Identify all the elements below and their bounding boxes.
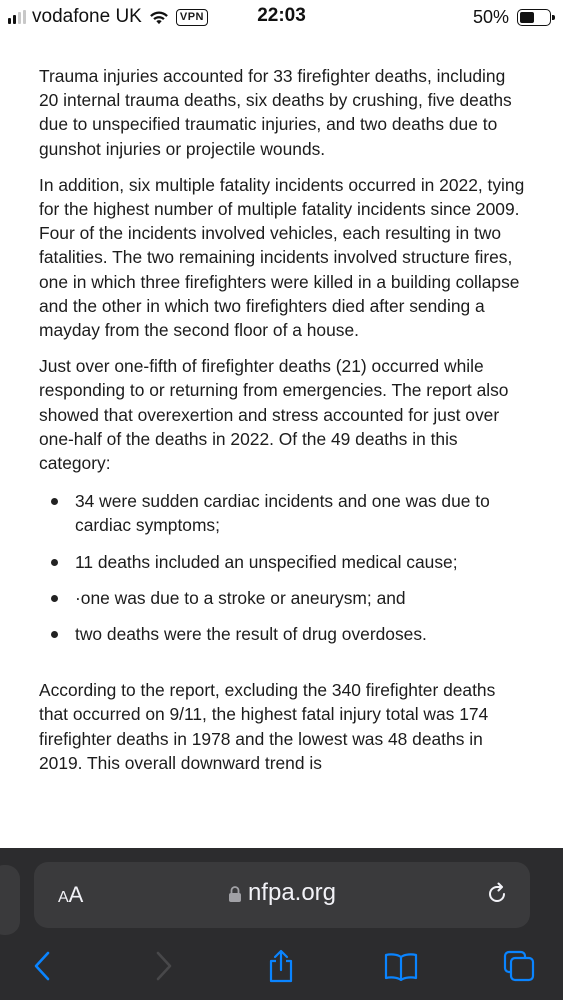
- article-paragraph: Trauma injuries accounted for 33 firefighter deaths, including 20 internal trauma deaths, six deaths by crushing, five deaths due to unspecified traumatic injuries, and two deaths due to gunshot injuries or projectile wounds.: [39, 66, 512, 159]
- list-item: [39, 550, 529, 574]
- back-button[interactable]: [22, 946, 62, 986]
- list-item-text: 11 deaths included an unspecified medical cause;: [75, 551, 458, 572]
- back-icon: [32, 950, 52, 982]
- battery-fill: [520, 12, 534, 23]
- bullet-icon: [51, 498, 58, 505]
- browser-toolbar: [0, 848, 563, 1000]
- forward-icon: [154, 950, 174, 982]
- bullet-icon: [51, 631, 58, 638]
- domain-text: nfpa.org: [247, 879, 337, 906]
- bullet-icon: [51, 559, 58, 566]
- article-paragraph: In addition, six multiple fatality incidents occurred in 2022, tying for the highest number of multiple fatality incidents since 2009. Four of the incidents involved vehicles, each resulting in two fatalities. The two remaining incidents involved structure fires, one in which three firefighters were killed in a building collapse and the other in which two firefighters died after sending a mayday from the second floor of a house.: [39, 174, 525, 341]
- article-body: [39, 64, 529, 787]
- list-item: [39, 586, 529, 610]
- lock-icon: [228, 885, 242, 903]
- share-button[interactable]: [261, 946, 301, 986]
- carrier-name: vodafone UK: [32, 6, 142, 27]
- clock: 22:03: [257, 5, 306, 26]
- bookmarks-button[interactable]: [381, 946, 421, 986]
- article-paragraph: According to the report, excluding the 340 firefighter deaths that occurred on 9/11, the highest fatal injury total was 174 firefighter deaths in 1978 and the lowest was 48 deaths in 2019. This overall downward trend is: [39, 680, 496, 773]
- battery-icon: [517, 9, 551, 26]
- list-item-text: 34 were sudden cardiac incidents and one was due to cardiac symptoms;: [75, 491, 490, 536]
- battery-percentage: 50%: [472, 6, 509, 27]
- share-icon: [266, 948, 296, 984]
- bullet-icon: [51, 595, 58, 602]
- url-display[interactable]: [34, 879, 530, 907]
- list-item-text: ·one was due to a stroke or aneurysm; and: [75, 587, 406, 608]
- reload-icon[interactable]: [484, 881, 510, 907]
- list-item: [39, 489, 529, 537]
- status-right: [473, 6, 551, 28]
- bookmarks-icon: [383, 951, 419, 981]
- vpn-badge: VPN: [176, 9, 208, 26]
- navigation-row: [0, 946, 563, 990]
- previous-tab-preview[interactable]: [0, 865, 20, 935]
- tabs-button[interactable]: [499, 946, 539, 986]
- article-paragraph: Just over one-fifth of firefighter deaths (21) occurred while responding to or returning from emergencies. The report also showed that overexertion and stress accounted for just over one-half of the deaths in 2022. Of the 49 deaths in this category:: [39, 356, 509, 474]
- list-item: [39, 622, 529, 646]
- deaths-bullet-list: [39, 489, 529, 646]
- forward-button[interactable]: [144, 946, 184, 986]
- text-size-button[interactable]: AA: [58, 882, 84, 907]
- address-bar[interactable]: [34, 862, 530, 928]
- tabs-icon: [502, 949, 536, 983]
- status-bar: [0, 0, 563, 34]
- list-item-text: two deaths were the result of drug overdoses.: [75, 624, 427, 645]
